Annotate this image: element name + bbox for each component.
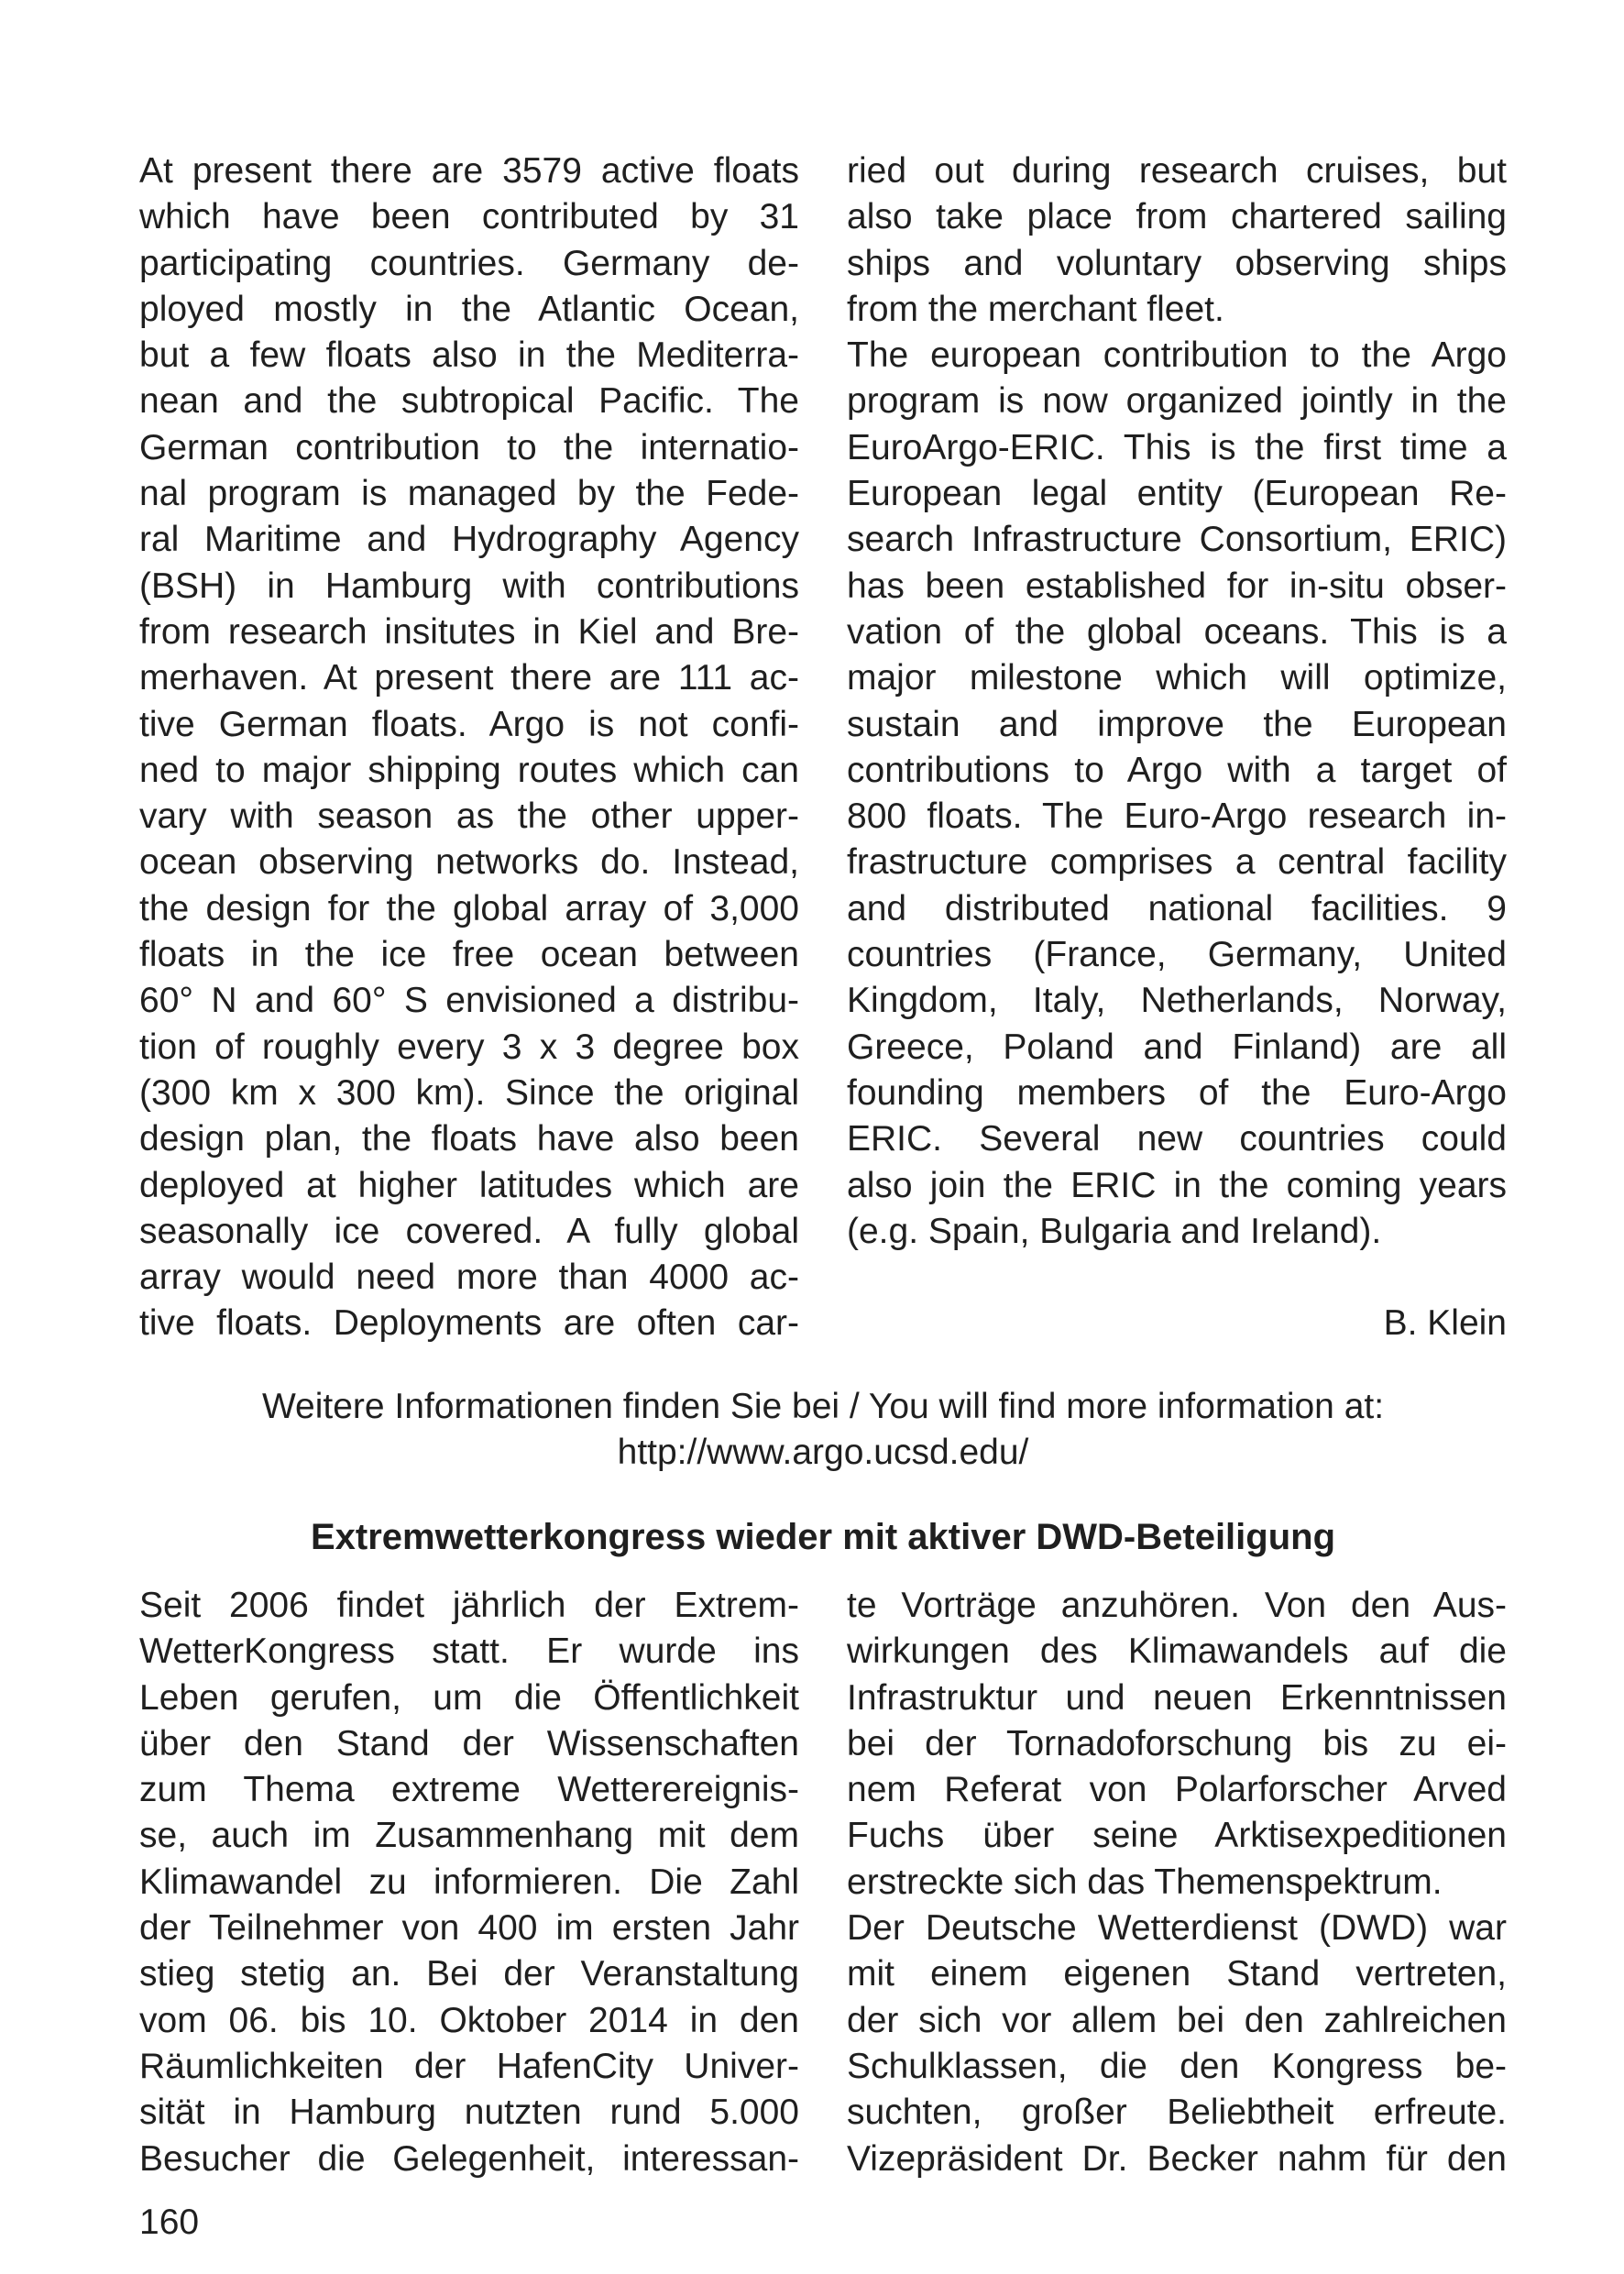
text-line: floats in the ice free ocean between [139, 935, 799, 975]
text-line: Der Deutsche Wetterdienst (DWD) war [847, 1908, 1507, 1949]
more-info-link[interactable]: http://www.argo.ucsd.edu/ [617, 1433, 1029, 1472]
article1-column-right [847, 148, 1507, 1347]
text-line: but a few floats also in the Mediterra- [139, 335, 799, 376]
text-line: ships and voluntary observing ships [847, 243, 1507, 283]
text-line: Greece, Poland and Finland) are all [847, 1027, 1507, 1067]
text-line: (BSH) in Hamburg with contributions [139, 566, 799, 606]
text-line: ERIC. Several new countries could [847, 1119, 1507, 1159]
author-signature: B. Klein [1383, 1303, 1507, 1344]
article1-column-left [139, 148, 799, 1347]
text-line: tion of roughly every 3 x 3 degree box [139, 1027, 799, 1067]
text-line: der sich vor allem bei den zahlreichen [847, 2000, 1507, 2040]
text-line: wirkungen des Klimawandels auf die [847, 1631, 1507, 1672]
text-line: Vizepräsident Dr. Becker nahm für den [847, 2138, 1507, 2179]
text-line: 60° N and 60° S envisioned a distribu- [139, 981, 799, 1021]
text-line: European legal entity (European Re- [847, 474, 1507, 514]
text-line: major milestone which will optimize, [847, 658, 1507, 698]
text-line: also take place from chartered sailing [847, 197, 1507, 237]
text-line: nal program is managed by the Fede- [139, 474, 799, 514]
text-line: Leben gerufen, um die Öffentlichkeit [139, 1677, 799, 1718]
more-info-text: Weitere Informationen finden Sie bei / You will find more information at: [261, 1387, 1385, 1426]
text-line: tive floats. Deployments are often car- [139, 1303, 799, 1344]
text-line: Schulklassen, die den Kongress be- [847, 2046, 1507, 2086]
text-line: search Infrastructure Consortium, ERIC) [847, 520, 1507, 560]
text-line: der Teilnehmer von 400 im ersten Jahr [139, 1908, 799, 1949]
text-line: German contribution to the internatio- [139, 427, 799, 467]
text-line: participating countries. Germany de- [139, 243, 799, 283]
text-line: sustain and improve the European [847, 704, 1507, 744]
text-line: stieg stetig an. Bei der Veranstaltung [139, 1954, 799, 1994]
text-line: design plan, the floats have also been [139, 1119, 799, 1159]
text-line: Besucher die Gelegenheit, interessan- [139, 2138, 799, 2179]
text-line: ployed mostly in the Atlantic Ocean, [139, 289, 799, 329]
text-line: program is now organized jointly in the [847, 381, 1507, 422]
text-line: from research insitutes in Kiel and Bre- [139, 611, 799, 652]
text-line: which have been contributed by 31 [139, 197, 799, 237]
text-line: (e.g. Spain, Bulgaria and Ireland). [847, 1211, 1382, 1251]
text-line: founding members of the Euro-Argo [847, 1072, 1507, 1113]
text-line: ocean observing networks do. Instead, [139, 842, 799, 883]
text-line: also join the ERIC in the coming years [847, 1165, 1507, 1205]
text-line: The european contribution to the Argo [847, 335, 1507, 376]
text-line: merhaven. At present there are 111 ac- [139, 658, 799, 698]
text-line: vary with season as the other upper- [139, 796, 799, 837]
text-line: EuroArgo-ERIC. This is the first time a [847, 427, 1507, 467]
text-line: frastructure comprises a central facility [847, 842, 1507, 883]
text-line: countries (France, Germany, United [847, 935, 1507, 975]
text-line: ried out during research cruises, but [847, 151, 1507, 191]
section-heading: Extremwetterkongress wieder mit aktiver DWD-Beteiligung [310, 1517, 1336, 1557]
text-line: tive German floats. Argo is not confi- [139, 704, 799, 744]
text-line: At present there are 3579 active floats [139, 151, 799, 191]
text-line: ral Maritime and Hydrography Agency [139, 520, 799, 560]
text-line: te Vorträge anzuhören. Von den Aus- [847, 1586, 1507, 1625]
text-line: nean and the subtropical Pacific. The [139, 381, 799, 422]
text-line: vom 06. bis 10. Oktober 2014 in den [139, 2000, 799, 2040]
text-line: ned to major shipping routes which can [139, 750, 799, 790]
article2-column-left [139, 1583, 799, 2182]
text-line: has been established for in-situ obser- [847, 566, 1507, 606]
text-line: sität in Hamburg nutzten rund 5.000 [139, 2093, 799, 2133]
text-line: vation of the global oceans. This is a [847, 611, 1507, 652]
text-line: Seit 2006 findet jährlich der Extrem- [139, 1586, 799, 1625]
text-line: Fuchs über seine Arktisexpeditionen [847, 1816, 1507, 1856]
text-line: bei der Tornadoforschung bis zu ei- [847, 1723, 1507, 1763]
text-line: seasonally ice covered. A fully global [139, 1211, 799, 1251]
spacer-line [847, 1255, 1507, 1301]
text-line: Kingdom, Italy, Netherlands, Norway, [847, 981, 1507, 1021]
text-line: (300 km x 300 km). Since the original [139, 1072, 799, 1113]
text-line: Infrastruktur und neuen Erkenntnissen [847, 1677, 1507, 1718]
text-line: se, auch im Zusammenhang mit dem [139, 1816, 799, 1856]
text-line: erstreckte sich das Themenspektrum. [847, 1862, 1443, 1902]
text-line: suchten, großer Beliebtheit erfreute. [847, 2093, 1507, 2133]
text-line: über den Stand der Wissenschaften [139, 1723, 799, 1763]
text-line: Klimawandel zu informieren. Die Zahl [139, 1862, 799, 1902]
text-line: Räumlichkeiten der HafenCity Univer- [139, 2046, 799, 2086]
text-line: array would need more than 4000 ac- [139, 1258, 799, 1298]
page-number: 160 [139, 2203, 200, 2242]
text-line: from the merchant fleet. [847, 289, 1224, 329]
text-line: zum Thema extreme Wetterereignis- [139, 1770, 799, 1810]
article2-column-right [847, 1583, 1507, 2182]
text-line: contributions to Argo with a target of [847, 750, 1507, 790]
text-line: nem Referat von Polarforscher Arved [847, 1770, 1507, 1810]
text-line: mit einem eigenen Stand vertreten, [847, 1954, 1507, 1994]
text-line: WetterKongress statt. Er wurde ins [139, 1631, 799, 1672]
text-line: the design for the global array of 3,000 [139, 888, 799, 928]
text-line: deployed at higher latitudes which are [139, 1165, 799, 1205]
text-line: 800 floats. The Euro-Argo research in- [847, 796, 1507, 837]
text-line: and distributed national facilities. 9 [847, 888, 1507, 928]
